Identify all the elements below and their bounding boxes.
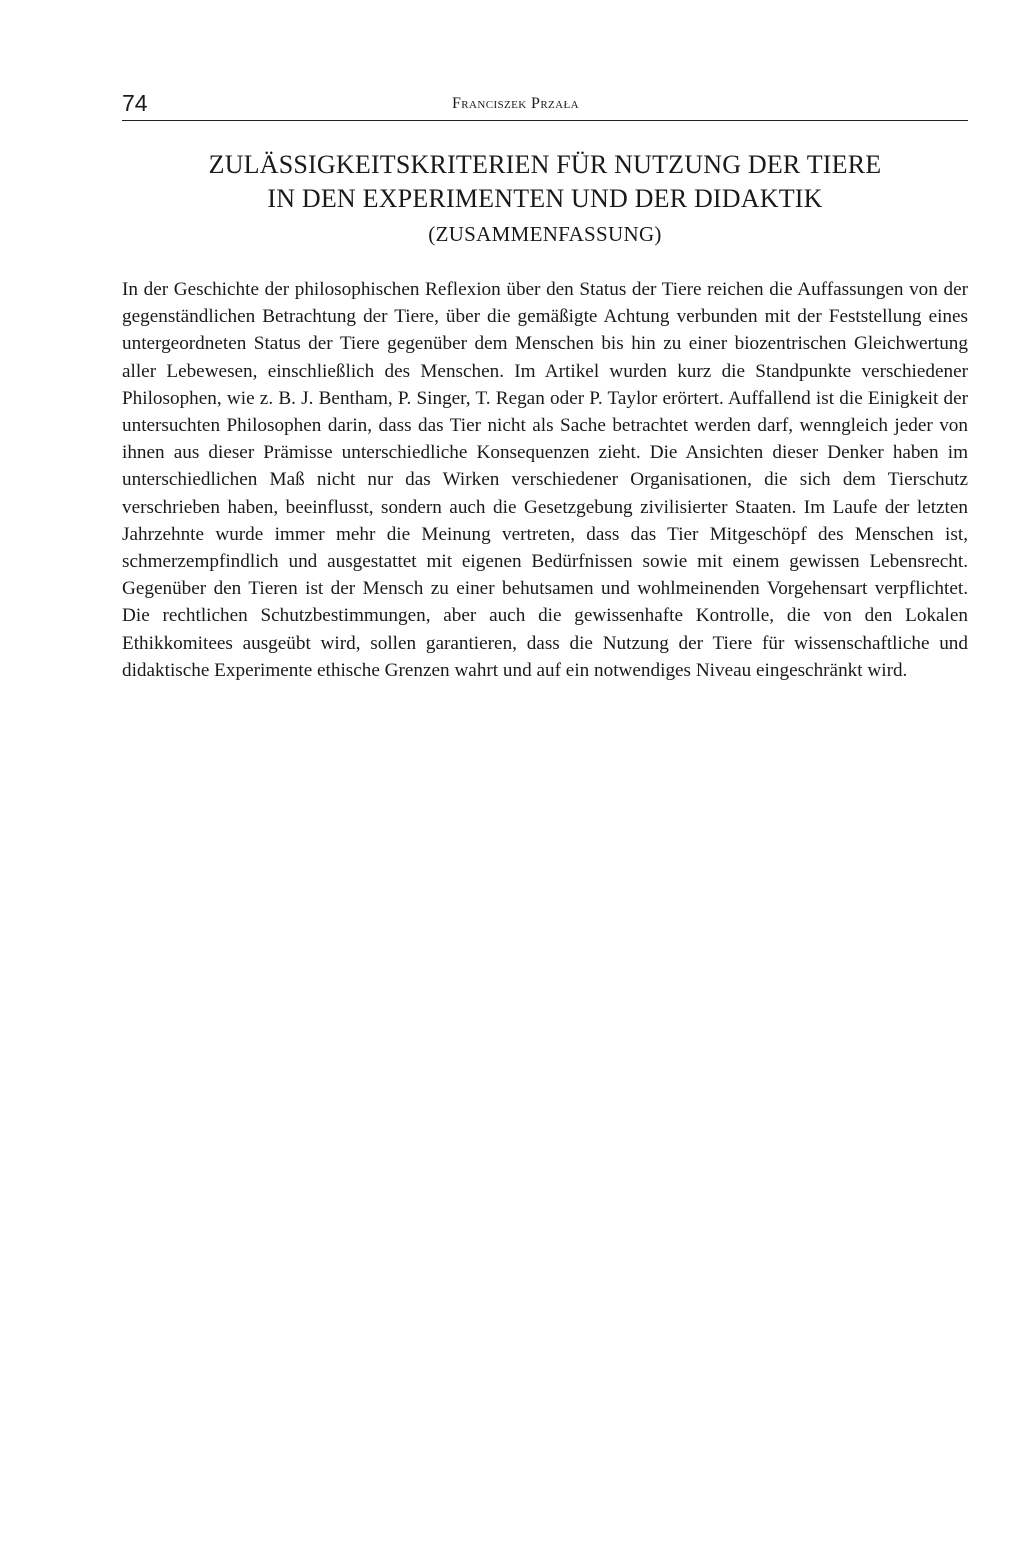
- title-line-2: IN DEN EXPERIMENTEN UND DER DIDAKTIK: [267, 184, 823, 213]
- running-title: Franciszek Przała: [452, 95, 579, 112]
- subtitle: (ZUSAMMENFASSUNG): [428, 222, 662, 246]
- running-head: [122, 88, 968, 121]
- abstract-paragraph: In der Geschichte der philosophischen Reflexion über den Status der Tiere reichen die Auffassungen von der gegenständlichen Betrachtung der Tiere, über die gemäßigte Achtung verbunden mit der Feststellung eines untergeordneten Status der Tiere gegenüber dem Menschen bis hin zu einer biozentrischen Gleichwertung aller Lebewesen, einschließlich des Menschen. Im Artikel wurden kurz die Standpunkte verschiedener Philosophen, wie z. B. J. Bentham, P. Singer, T. Regan oder P. Taylor erörtert. Auffallend ist die Einigkeit der untersuchten Philosophen darin, dass das Tier nicht als Sache betrachtet werden darf, wenngleich jeder von ihnen aus dieser Prämisse unterschiedliche Konsequenzen zieht. Die Ansichten dieser Denker haben im unterschiedlichen Maß nicht nur das Wirken verschiedener Organisationen, die sich dem Tierschutz verschrieben haben, beeinflusst, sondern auch die Gesetzgebung zivilisierter Staaten. Im Laufe der letzten Jahrzehnte wurde immer mehr die Meinung vertreten, dass das Tier Mitgeschöpf des Menschen ist, schmerzempfindlich und ausgestattet mit eigenen Bedürfnissen sowie mit einem gewissen Lebensrecht. Gegenüber den Tieren ist der Mensch zu einer behutsamen und wohlmeinenden Vorgehensart verpflichtet. Die rechtlichen Schutzbestimmungen, aber auch die gewissenhafte Kontrolle, die von den Lokalen Ethikkomitees ausgeübt wird, sollen garantieren, dass die Nutzung der Tiere für wissenschaftliche und didaktische Experimente ethische Grenzen wahrt und auf ein notwendiges Niveau eingeschränkt wird.: [122, 279, 968, 681]
- page-number: 74: [122, 90, 148, 116]
- title-line-1: ZULÄSSIGKEITSKRITERIEN FÜR NUTZUNG DER TIERE: [208, 150, 882, 179]
- title-block: [122, 148, 968, 248]
